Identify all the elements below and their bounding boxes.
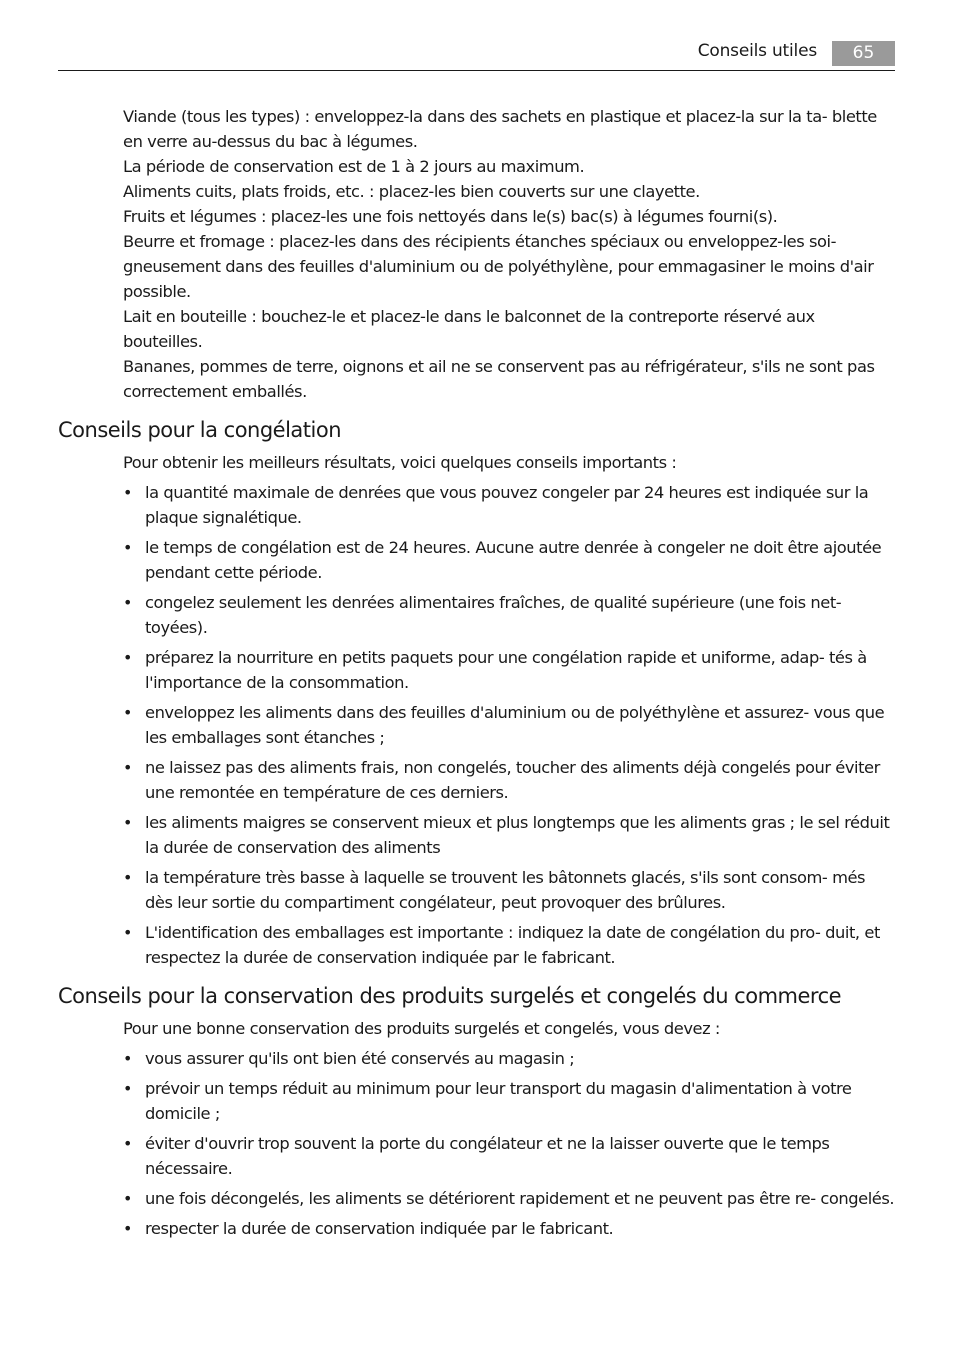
- list-item: [123, 755, 896, 805]
- commercial-frozen-section: [0, 980, 954, 1241]
- bullet-icon: •: [123, 923, 132, 942]
- list-item: [123, 920, 896, 970]
- storage-paragraph-period: La période de conservation est de 1 à 2 jours au maximum.: [123, 157, 585, 176]
- list-item: [123, 645, 896, 695]
- list-item-text: vous assurer qu'ils ont bien été conservés au magasin ;: [145, 1049, 575, 1068]
- freezing-tips-section: [0, 414, 954, 970]
- list-item: [123, 480, 896, 530]
- list-item-text: les aliments maigres se conservent mieux et plus longtemps que les aliments gras ; le sel réduit la durée de conservation des aliments: [145, 813, 890, 857]
- bullet-icon: •: [123, 593, 132, 612]
- bullet-icon: •: [123, 1049, 132, 1068]
- storage-paragraph-milk: Lait en bouteille : bouchez-le et placez-le dans le balconnet de la contreporte réservé aux bouteilles.: [123, 307, 815, 351]
- bullet-icon: •: [123, 1079, 132, 1098]
- list-item-text: éviter d'ouvrir trop souvent la porte du congélateur et ne la laisser ouverte que le temps nécessaire.: [145, 1134, 830, 1178]
- storage-tips: [123, 104, 890, 404]
- list-item-text: respecter la durée de conservation indiquée par le fabricant.: [145, 1219, 614, 1238]
- storage-paragraph-meat: Viande (tous les types) : enveloppez-la dans des sachets en plastique et placez-la sur la ta- blette en verre au-dessus du bac à légumes.: [123, 107, 877, 151]
- list-item: [123, 590, 896, 640]
- header-title: Conseils utiles: [697, 41, 817, 61]
- list-item: [123, 1046, 896, 1071]
- storage-paragraph-fruits: Fruits et légumes : placez-les une fois nettoyés dans le(s) bac(s) à légumes fourni(s).: [123, 207, 778, 226]
- bullet-icon: •: [123, 1189, 132, 1208]
- page-number-badge: 65: [832, 41, 895, 66]
- list-item-text: la température très basse à laquelle se trouvent les bâtonnets glacés, s'ils sont consom- més dès leur sortie du compartiment congélateur, peut provoquer des brûlures.: [145, 868, 866, 912]
- storage-paragraph-cooked: Aliments cuits, plats froids, etc. : placez-les bien couverts sur une clayette.: [123, 182, 700, 201]
- storage-paragraph-butter: Beurre et fromage : placez-les dans des récipients étanches spéciaux ou enveloppez-les soi- gneusement dans des feuilles d'aluminium ou de polyéthylène, pour emmagasiner le moins d'air possible.: [123, 232, 874, 301]
- bullet-icon: •: [123, 813, 132, 832]
- storage-paragraph-bananas: Bananes, pommes de terre, oignons et ail ne se conservent pas au réfrigérateur, s'ils ne sont pas correctement emballés.: [123, 357, 875, 401]
- bullet-list: [0, 480, 954, 970]
- list-item-text: le temps de congélation est de 24 heures. Aucune autre denrée à congeler ne doit être ajoutée pendant cette période.: [145, 538, 882, 582]
- list-item-text: ne laissez pas des aliments frais, non congelés, toucher des aliments déjà congelés pour éviter une remontée en température de ces derniers.: [145, 758, 880, 802]
- list-item: [123, 865, 896, 915]
- section-heading: Conseils pour la congélation: [58, 418, 342, 442]
- list-item: [123, 1216, 896, 1241]
- bullet-icon: •: [123, 538, 132, 557]
- section-heading: Conseils pour la conservation des produits surgelés et congelés du commerce: [58, 984, 842, 1008]
- bullet-icon: •: [123, 648, 132, 667]
- page-header: [58, 38, 895, 71]
- bullet-icon: •: [123, 483, 132, 502]
- list-item: [123, 1076, 896, 1126]
- bullet-icon: •: [123, 758, 132, 777]
- page-content: [0, 104, 954, 1246]
- list-item-text: enveloppez les aliments dans des feuilles d'aluminium ou de polyéthylène et assurez- vous que les emballages sont étanches ;: [145, 703, 885, 747]
- section-intro: Pour une bonne conservation des produits surgelés et congelés, vous devez :: [123, 1019, 720, 1038]
- list-item-text: prévoir un temps réduit au minimum pour leur transport du magasin d'alimentation à votre domicile ;: [145, 1079, 852, 1123]
- list-item: [123, 810, 896, 860]
- list-item: [123, 1131, 896, 1181]
- bullet-icon: •: [123, 1219, 132, 1238]
- bullet-icon: •: [123, 868, 132, 887]
- list-item: [123, 1186, 896, 1211]
- list-item: [123, 535, 896, 585]
- section-intro: Pour obtenir les meilleurs résultats, voici quelques conseils importants :: [123, 453, 677, 472]
- list-item-text: une fois décongelés, les aliments se détériorent rapidement et ne peuvent pas être re- congelés.: [145, 1189, 895, 1208]
- bullet-icon: •: [123, 1134, 132, 1153]
- list-item-text: la quantité maximale de denrées que vous pouvez congeler par 24 heures est indiquée sur la plaque signalétique.: [145, 483, 869, 527]
- bullet-list: [0, 1046, 954, 1241]
- list-item-text: préparez la nourriture en petits paquets pour une congélation rapide et uniforme, adap- tés à l'importance de la consommation.: [145, 648, 867, 692]
- bullet-icon: •: [123, 703, 132, 722]
- list-item-text: L'identification des emballages est importante : indiquez la date de congélation du pro- duit, et respectez la durée de conservation indiquée par le fabricant.: [145, 923, 880, 967]
- list-item: [123, 700, 896, 750]
- list-item-text: congelez seulement les denrées alimentaires fraîches, de qualité supérieure (une fois net- toyées).: [145, 593, 842, 637]
